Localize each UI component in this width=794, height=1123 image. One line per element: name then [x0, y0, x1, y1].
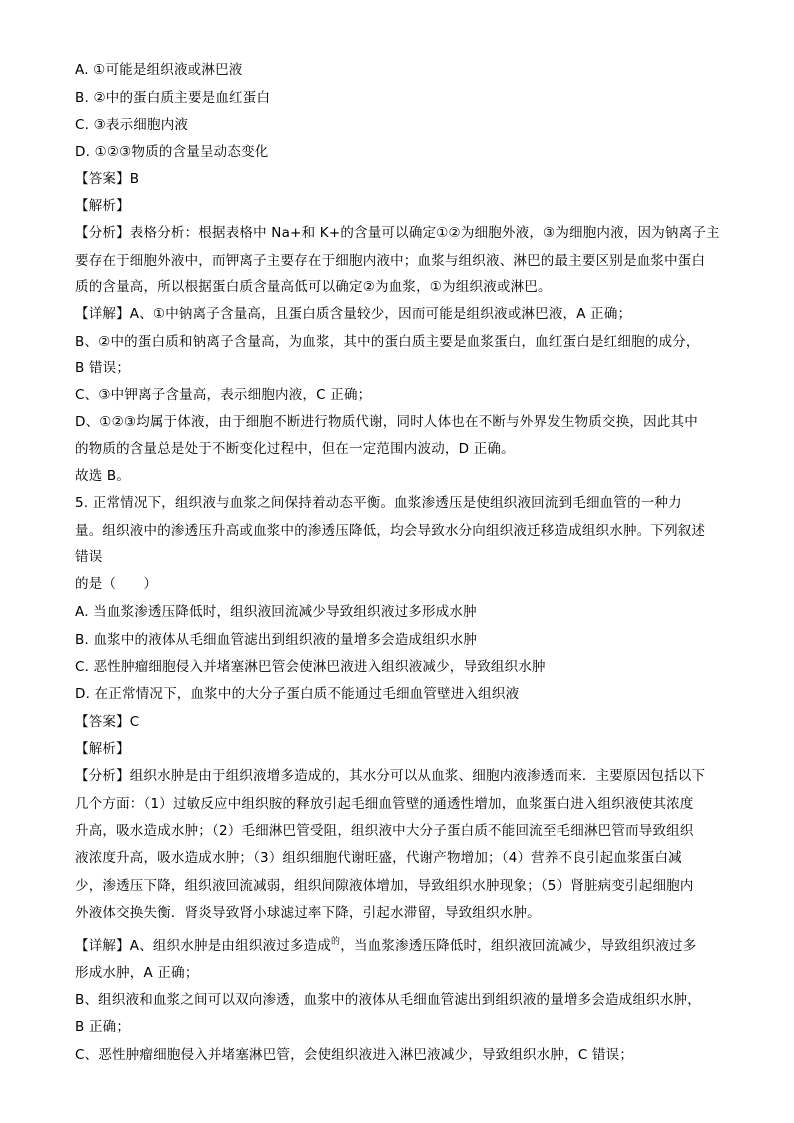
analysis-line-q5: 升高，吸水造成水肿；（2）毛细淋巴管受阻，组织液中大分子蛋白质不能回流至毛细淋巴管而导致组织 — [75, 823, 694, 839]
analysis-line-q4: 【分析】表格分析：根据表格中 Na+和 K+的含量可以确定①②为细胞外液，③为细胞内液，因为钠离子主 — [75, 225, 720, 241]
option-c-q5: C. 恶性肿瘤细胞侵入并堵塞淋巴管会使淋巴液进入组织液减少，导致组织水肿 — [75, 659, 546, 675]
answer-q5: 【答案】C — [75, 714, 140, 730]
detail-line-q5: 形成水肿，A 正确； — [75, 965, 199, 981]
detail-line-q4: 故选 B。 — [75, 468, 131, 484]
option-d-q5: D. 在正常情况下，血浆中的大分子蛋白质不能通过毛细血管壁进入组织液 — [75, 686, 520, 702]
analysis-line-q5: 外液体交换失衡．肾炎导致肾小球滤过率下降，引起水滞留，导致组织水肿。 — [75, 905, 541, 921]
option-b-q4: B. ②中的蛋白质主要是血红蛋白 — [75, 90, 271, 106]
question-5-line: 错误 — [75, 549, 103, 565]
detail-line-q5: B、组织液和血浆之间可以双向渗透，血浆中的液体从毛细血管滤出到组织液的量增多会造成组织水肿， — [75, 992, 701, 1008]
detail-line-q4: C、③中钾离子含量高，表示细胞内液，C 正确； — [75, 387, 372, 403]
option-a-q4: A. ①可能是组织液或淋巴液 — [75, 62, 243, 78]
option-b-q5: B. 血浆中的液体从毛细血管滤出到组织液的量增多会造成组织水肿 — [75, 632, 478, 648]
question-5-line: 的是（ ） — [75, 576, 158, 592]
detail-line-q4: 的物质的含量总是处于不断变化过程中，但在一定范围内波动，D 正确。 — [75, 441, 515, 457]
detail-line-q4: 【详解】A、①中钠离子含量高，且蛋白质含量较少，因而可能是组织液或淋巴液，A 正确； — [75, 306, 632, 322]
analysis-line-q5: 【分析】组织水肿是由于组织液增多造成的，其水分可以从血浆、细胞内液渗透而来．主要原因包括以下 — [75, 768, 706, 784]
detail-q5-text-b: ，当血浆渗透压降低时，组织液回流减少，导致组织液过多 — [340, 938, 697, 954]
analysis-label-q4: 【解析】 — [75, 198, 130, 214]
detail-line-q4: D、①②③均属于体液，由于细胞不断进行物质代谢，同时人体也在不断与外界发生物质交换，因此其中 — [75, 414, 698, 430]
detail-q5-superscript: 的 — [331, 937, 341, 947]
analysis-line-q5: 几个方面：（1）过敏反应中组织胺的释放引起毛细血管壁的通透性增加，血浆蛋白进入组织液使其浓度 — [75, 796, 694, 812]
detail-line-q4: B 错误； — [75, 360, 131, 376]
detail-line-q4: B、②中的蛋白质和钠离子含量高，为血浆，其中的蛋白质主要是血浆蛋白，血红蛋白是红细胞的成分， — [75, 334, 700, 350]
option-a-q5: A. 当血浆渗透压降低时，组织液回流减少导致组织液过多形成水肿 — [75, 604, 477, 620]
analysis-label-q5: 【解析】 — [75, 741, 130, 757]
answer-q4: 【答案】B — [75, 171, 140, 187]
analysis-line-q5: 少，渗透压下降，组织液回流减弱，组织间隙液体增加，导致组织水肿现象；（5）肾脏病变引起细胞内 — [75, 878, 694, 894]
analysis-line-q5: 液浓度升高，吸水造成水肿；（3）组织细胞代谢旺盛，代谢产物增加；（4）营养不良引起血浆蛋白减 — [75, 850, 682, 866]
option-d-q4: D. ①②③物质的含量呈动态变化 — [75, 144, 269, 160]
detail-line-q5: B 正确； — [75, 1019, 131, 1035]
detail-q5-text-a: 【详解】A、组织水肿是由组织液过多造成 — [75, 938, 332, 954]
option-c-q4: C. ③表示细胞内液 — [75, 117, 189, 133]
detail-line-q5: C、恶性肿瘤细胞侵入并堵塞淋巴管，会使组织液进入淋巴液减少，导致组织水肿，C 错误； — [75, 1047, 634, 1063]
analysis-line-q4: 要存在于细胞外液中，而钾离子主要存在于细胞内液中；血浆与组织液、淋巴的最主要区别是血浆中蛋白 — [75, 253, 706, 269]
question-5-line: 量。组织液中的渗透压升高或血浆中的渗透压降低，均会导致水分向组织液迁移造成组织水肿。下列叙述 — [75, 523, 706, 539]
detail-line-q5-first — [75, 936, 696, 958]
analysis-line-q4: 质的含量高，所以根据蛋白质含量高低可以确定②为血浆，①为组织液或淋巴。 — [75, 279, 552, 295]
question-5-line: 5. 正常情况下，组织液与血浆之间保持着动态平衡。血浆渗透压是使组织液回流到毛细血管的一种力 — [75, 495, 682, 511]
